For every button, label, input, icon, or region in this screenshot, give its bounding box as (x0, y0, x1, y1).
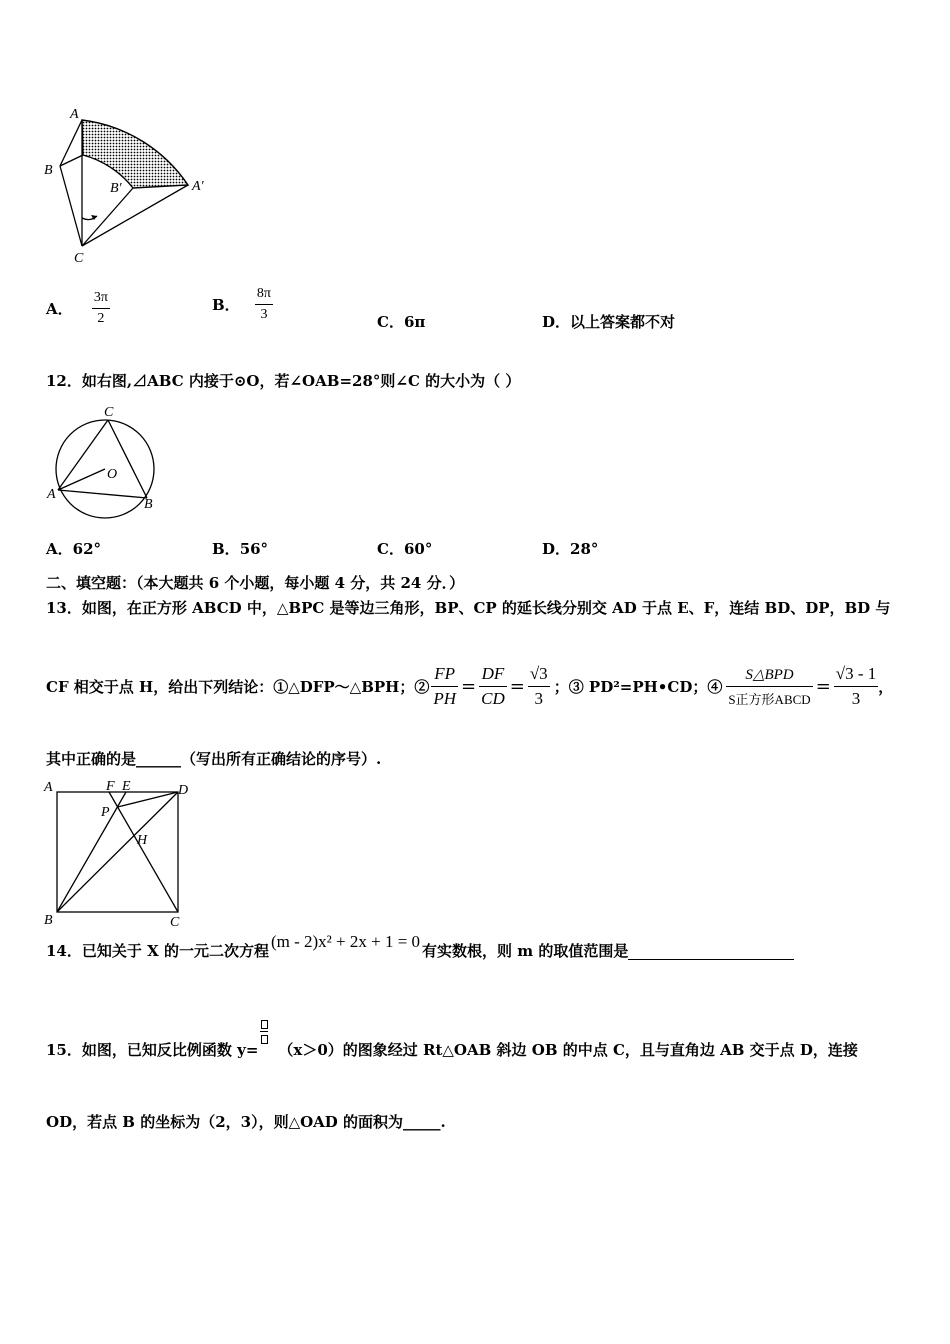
label-F: F (106, 779, 115, 794)
label-E: E (122, 779, 131, 794)
q13-figure (42, 776, 202, 930)
label-D: D (178, 783, 189, 798)
q13-line1: 13．如图，在正方形 ABCD 中，△BPC 是等边三角形，BP、CP 的延长线分别交 AD 于点 E、F，连结 BD、DP，BD 与 (46, 599, 891, 617)
label-C: C (74, 251, 84, 266)
frac-sqrt3-minus-1-over-3: $\frac{√3 - 1}{3}$ (835, 664, 877, 708)
q11-figure (40, 100, 220, 270)
q13-line3: 其中正确的是______（写出所有正确结论的序号）. (46, 750, 382, 768)
q12-stem: 12．如右图,⊿ABC 内接于⊙O，若∠OAB=28°则∠C 的大小为（ ） (46, 372, 521, 390)
label-B: B (44, 163, 53, 178)
label-C: C (104, 405, 114, 420)
q11-option-a: A． $\frac{3\pi}{2}$ (46, 290, 108, 326)
frac-s-bpd-over-s-square: $\frac{\text{S△BPD}}{\text{S正方形ABCD}}$ (728, 667, 811, 707)
frac-8pi-over-3: $\frac{8\pi}{3}$ (256, 286, 271, 322)
label-B: B (144, 497, 153, 512)
q12-option-b: B．56° (212, 540, 269, 558)
section-heading: 二、填空题：（本大题共 6 个小题，每小题 4 分，共 24 分．） (46, 574, 465, 592)
frac-sqrt3-over-3: $\frac{√3}{3}$ (529, 664, 548, 708)
q12-figure (44, 402, 164, 526)
q12-option-d: D．28° (542, 540, 599, 558)
q11-option-d: D．以上答案都不对 (542, 313, 676, 331)
q11-option-b: B． $\frac{8\pi}{3}$ (212, 286, 271, 322)
label-B: B (44, 913, 53, 928)
q12-option-a: A．62° (46, 540, 102, 558)
label-C: C (170, 915, 180, 930)
label-A: A (70, 107, 79, 122)
missing-fraction-icon (260, 1020, 268, 1046)
label-A: A (44, 780, 53, 795)
q15-line2: OD，若点 B 的坐标为（2，3），则△OAD 的面积为_____. (46, 1113, 446, 1131)
label-A: A (47, 487, 56, 502)
frac-df-cd: $\frac{DF}{CD}$ (481, 664, 505, 708)
q12-option-c: C．60° (377, 540, 433, 558)
label-O: O (107, 467, 118, 482)
frac-3pi-over-2: $\frac{3\pi}{2}$ (93, 290, 108, 326)
label-A-prime: A′ (192, 179, 204, 194)
label-P: P (101, 805, 110, 820)
label-H: H (137, 833, 148, 848)
q11-option-c: C．6π (377, 313, 426, 331)
q14-answer-blank (628, 959, 794, 960)
label-B-prime: B′ (110, 181, 122, 196)
q14-line: 14．已知关于 X 的一元二次方程 (m - 2)x² + 2x + 1 = 0 有实数根，则 m 的取值范围是 (46, 940, 794, 962)
q14-equation: (m - 2)x² + 2x + 1 = 0 (270, 932, 421, 951)
shaded-region (82, 120, 188, 188)
frac-fp-ph: $\frac{FP}{PH}$ (433, 664, 457, 708)
q13-line2: CF 相交于点 H，给出下列结论：①△DFP～△BPH；② $\frac{FP}{PH}$ = $\frac{DF}{CD}$ = $\frac{√3}{3}$ ；③ PD²=PH•CD；④ $\frac{\text{S△BPD}}{\text{S正方形ABCD}}$ = $\frac{√3 - 1}{3}$ ， (46, 664, 894, 708)
q15-line1: 15．如图，已知反比例函数 y= （x＞0）的图象经过 Rt△OAB 斜边 OB 的中点 C，且与直角边 AB 交于点 D，连接 (46, 1036, 858, 1062)
